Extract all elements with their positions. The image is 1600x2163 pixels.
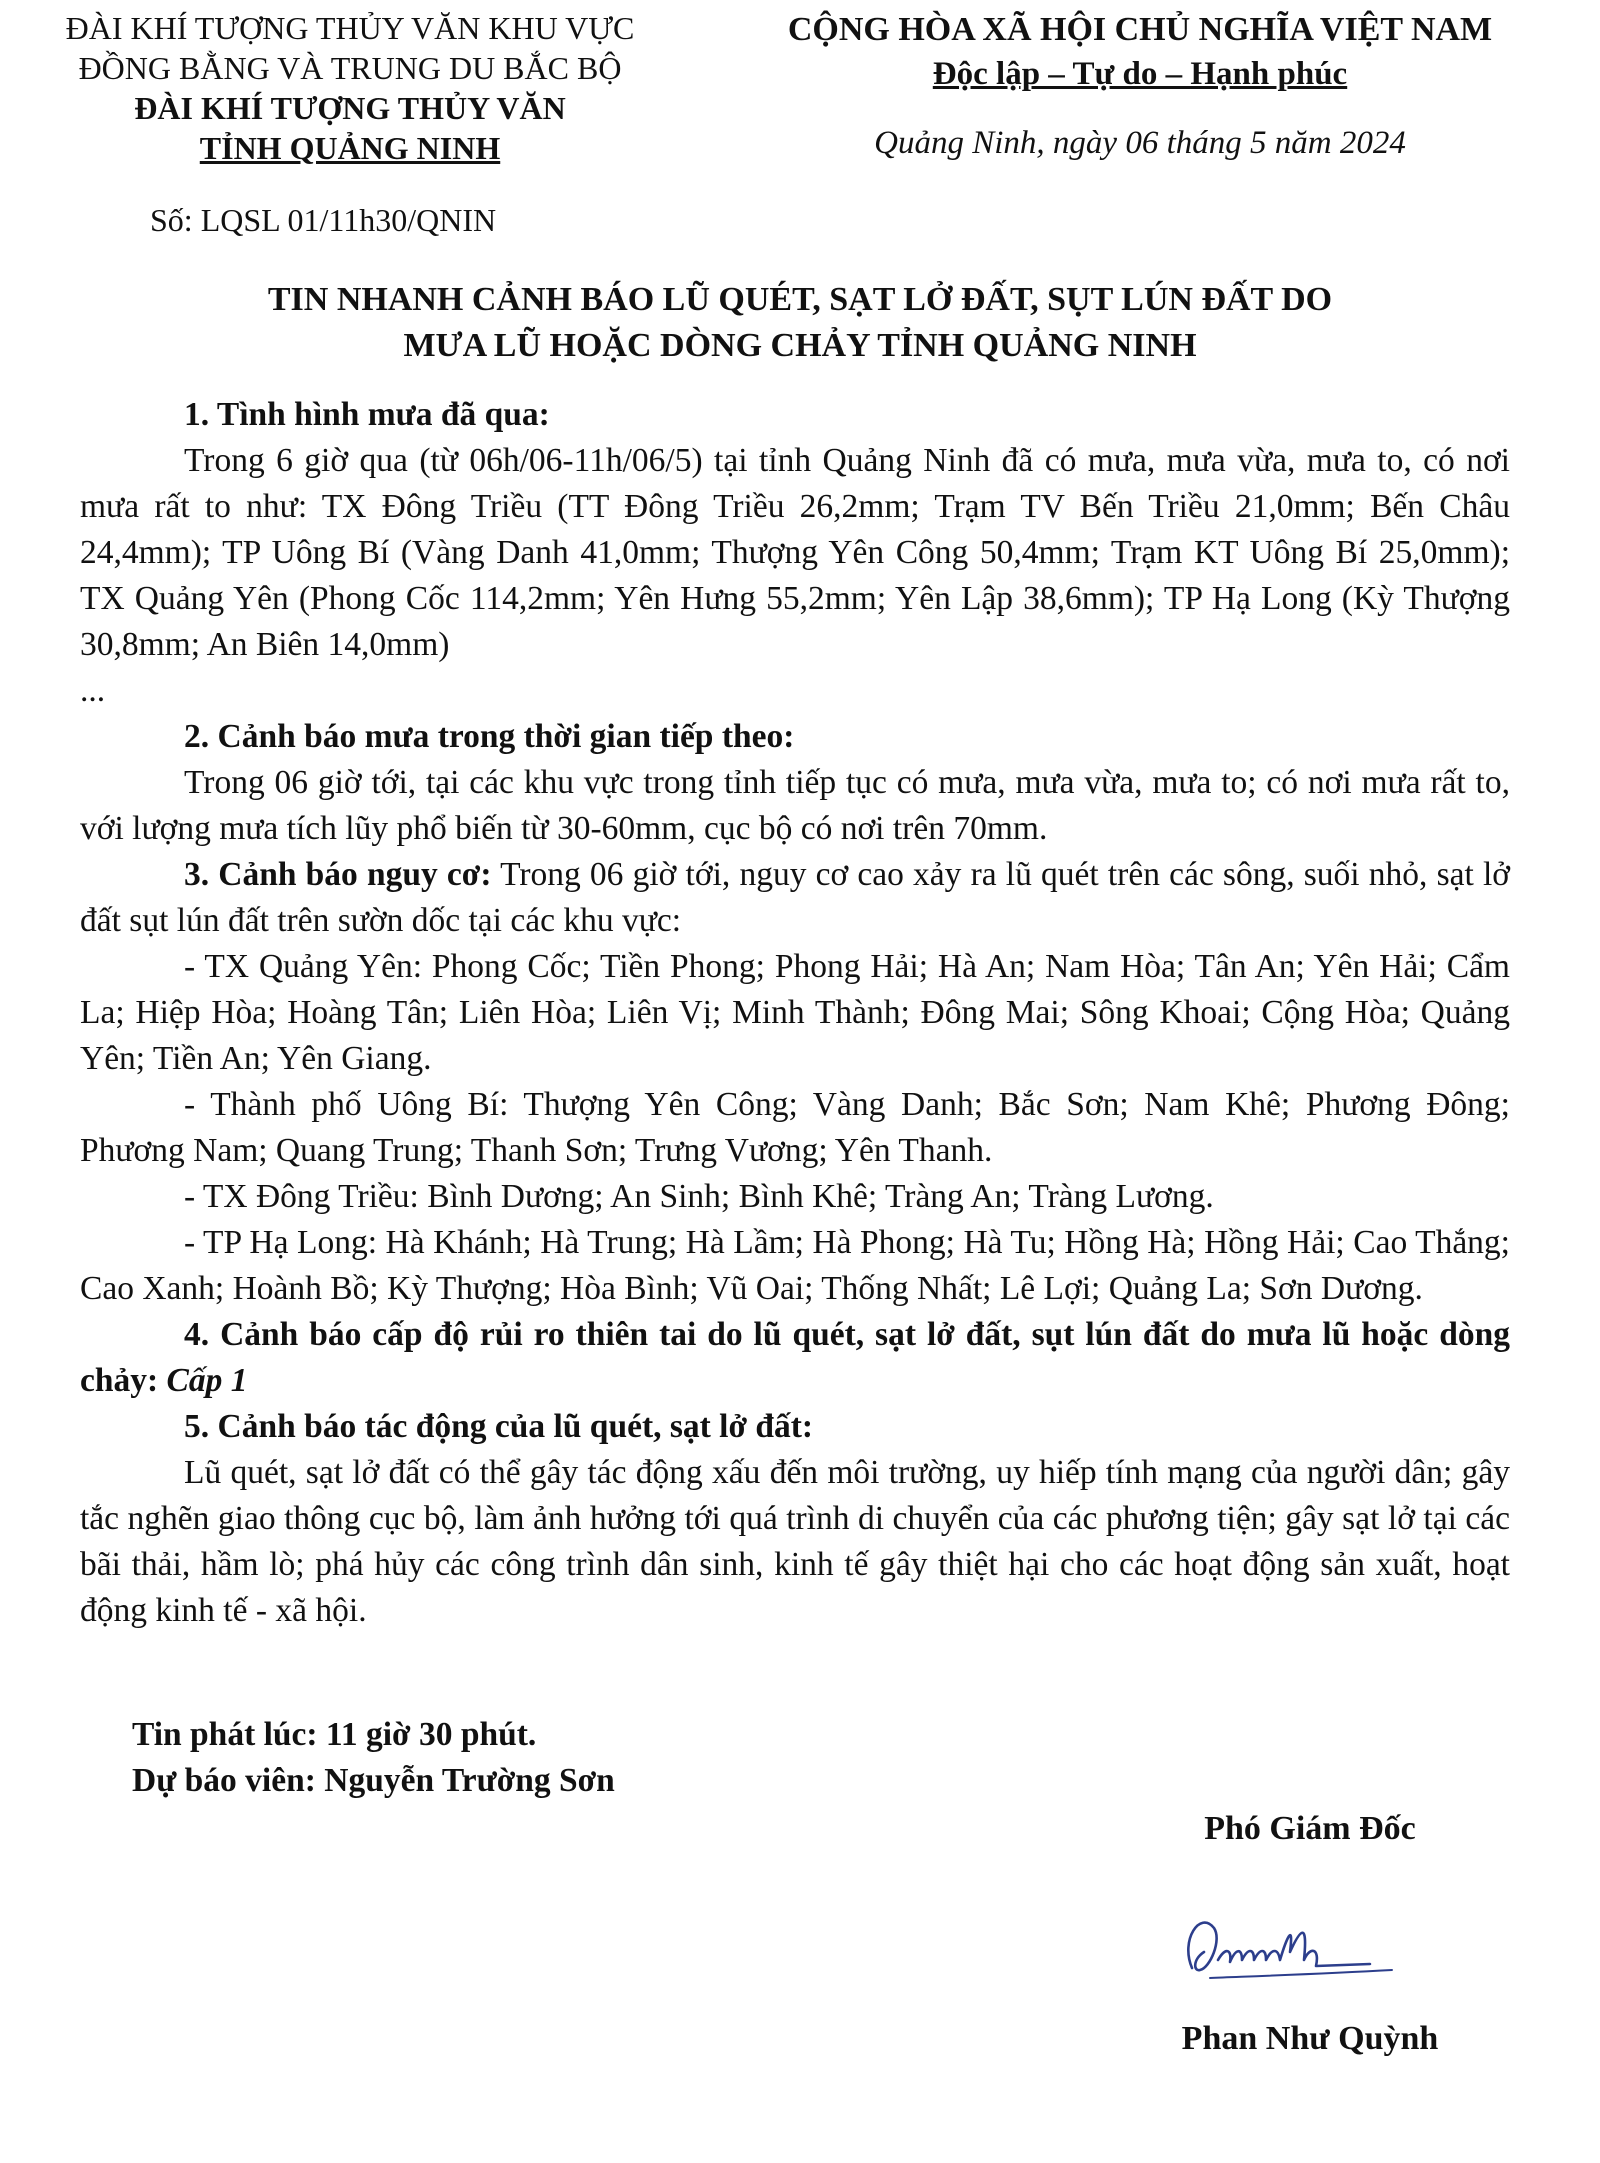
section-4-paragraph <box>80 1312 1510 1404</box>
risk-area-item: - Thành phố Uông Bí: Thượng Yên Công; Vàng Danh; Bắc Sơn; Nam Khê; Phương Đông; Phương Nam; Quang Trung; Thanh Sơn; Trưng Vương; Yên Thanh. <box>80 1086 1510 1169</box>
risk-area-item: - TX Quảng Yên: Phong Cốc; Tiền Phong; Phong Hải; Hà An; Nam Hòa; Tân An; Yên Hải; Cẩm La; Hiệp Hòa; Hoàng Tân; Liên Hòa; Liên Vị; Minh Thành; Đông Mai; Sông Khoai; Cộng Hòa; Quảng Yên; Tiền An; Yên Giang. <box>80 948 1510 1077</box>
section-1-heading: 1. Tình hình mưa đã qua: <box>184 396 550 433</box>
forecaster-name: Dự báo viên: Nguyễn Trường Sơn <box>132 1762 615 1799</box>
section-3-heading: 3. Cảnh báo nguy cơ: <box>184 856 492 893</box>
section-1-ellipsis: ... <box>80 672 106 709</box>
national-header <box>700 8 1580 96</box>
section-4-heading: 4. Cảnh báo cấp độ rủi ro thiên tai do lũ quét, sạt lở đất, sụt lún đất do mưa lũ hoặc dòng chảy: <box>80 1316 1510 1399</box>
section-5-heading: 5. Cảnh báo tác động của lũ quét, sạt lở đất: <box>184 1408 814 1445</box>
section-3-text: Trong 06 giờ tới, nguy cơ cao xảy ra lũ quét trên các sông, suối nhỏ, sạt lở đất sụt lún đất trên sườn dốc tại các khu vực: <box>80 856 1510 939</box>
station-line-1: ĐÀI KHÍ TƯỢNG THỦY VĂN <box>134 90 566 126</box>
agency-line-2: ĐỒNG BẰNG VÀ TRUNG DU BẮC BỘ <box>78 50 622 86</box>
signer-title: Phó Giám Đốc <box>1204 1810 1416 1847</box>
signature-underline <box>1210 1970 1392 1978</box>
signature-stroke <box>1188 1923 1370 1971</box>
issuance-info <box>132 1712 615 1804</box>
national-motto: Độc lập – Tự do – Hạnh phúc <box>932 56 1348 92</box>
republic-title: CỘNG HÒA XÃ HỘI CHỦ NGHĨA VIỆT NAM <box>787 11 1493 48</box>
title-line-1: TIN NHANH CẢNH BÁO LŨ QUÉT, SẠT LỞ ĐẤT, SỤT LÚN ĐẤT DO <box>267 281 1333 318</box>
risk-area-item: - TP Hạ Long: Hà Khánh; Hà Trung; Hà Lầm; Hà Phong; Hà Tu; Hồng Hà; Hồng Hải; Cao Thắng; Cao Xanh; Hoành Bồ; Kỳ Thượng; Hòa Bình; Vũ Oai; Thống Nhất; Lê Lợi; Quảng La; Sơn Dương. <box>80 1224 1510 1307</box>
station-line-2: TỈNH QUẢNG NINH <box>199 130 501 166</box>
handwritten-signature <box>1170 1890 1430 2000</box>
document-body <box>80 392 1510 1634</box>
document-title <box>80 277 1520 369</box>
document-date: Quảng Ninh, ngày 06 tháng 5 năm 2024 <box>874 125 1406 161</box>
document-number: Số: LQSL 01/11h30/QNIN <box>150 202 497 238</box>
risk-area-item: - TX Đông Triều: Bình Dương; An Sinh; Bình Khê; Tràng An; Tràng Lương. <box>184 1178 1214 1215</box>
agency-line-1: ĐÀI KHÍ TƯỢNG THỦY VĂN KHU VỰC <box>65 10 635 46</box>
title-line-2: MƯA LŨ HOẶC DÒNG CHẢY TỈNH QUẢNG NINH <box>403 327 1197 364</box>
section-5-text: Lũ quét, sạt lở đất có thể gây tác động xấu đến môi trường, uy hiếp tính mạng của người dân; gây tắc nghẽn giao thông cục bộ, làm ảnh hưởng tới quá trình di chuyển của các phương tiện; gây sạt lở tại các bãi thải, hầm lò; phá hủy các công trình dân sinh, kinh tế gây thiệt hại cho các hoạt động sản xuất, hoạt động kinh tế - xã hội. <box>80 1454 1510 1629</box>
signer-name: Phan Như Quỳnh <box>1181 2020 1439 2057</box>
section-1-text: Trong 6 giờ qua (từ 06h/06-11h/06/5) tại tỉnh Quảng Ninh đã có mưa, mưa vừa, mưa to, có nơi mưa rất to như: TX Đông Triều (TT Đông Triều 26,2mm; Trạm TV Bến Triều 21,0mm; Bến Châu 24,4mm); TP Uông Bí (Vàng Danh 41,0mm; Thượng Yên Công 50,4mm; Trạm KT Uông Bí 25,0mm); TX Quảng Yên (Phong Cốc 114,2mm; Yên Hưng 55,2mm; Yên Lập 38,6mm); TP Hạ Long (Kỳ Thượng 30,8mm; An Biên 14,0mm) <box>80 442 1510 663</box>
section-3-paragraph <box>80 852 1510 944</box>
section-2-heading: 2. Cảnh báo mưa trong thời gian tiếp theo: <box>184 718 795 755</box>
agency-header <box>20 8 680 168</box>
issued-time: Tin phát lúc: 11 giờ 30 phút. <box>132 1716 537 1753</box>
risk-level: Cấp 1 <box>166 1362 248 1399</box>
section-2-text: Trong 06 giờ tới, tại các khu vực trong tỉnh tiếp tục có mưa, mưa vừa, mưa to; có nơi mưa rất to, với lượng mưa tích lũy phổ biến từ 30-60mm, cục bộ có nơi trên 70mm. <box>80 764 1510 847</box>
